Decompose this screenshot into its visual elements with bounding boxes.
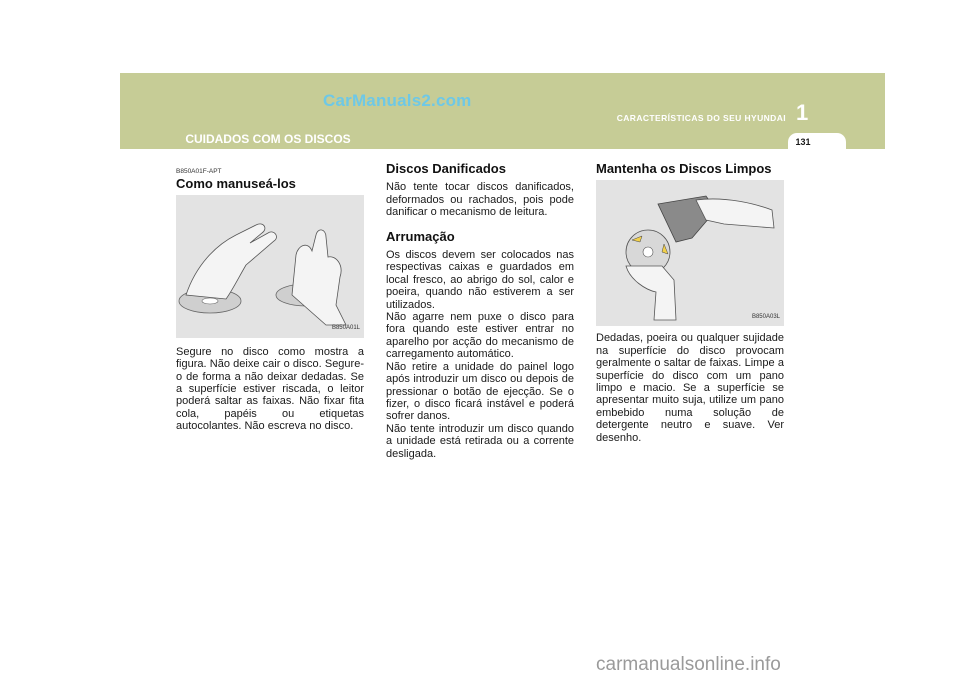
body-clean-discs: Dedadas, poeira ou qualquer sujidade na superfície do disco provocam geralmente o saltar de faixas. Limpe a superfície do disco com um pano limpo e macio. Se a superfície se apresentar muito suja, utilize um pano embebido numa solução de detergente neutro e suave. Ver desenho.: [596, 332, 784, 444]
chapter-title: CARACTERÍSTICAS DO SEU HYUNDAI: [616, 113, 786, 123]
column-clean-discs: [596, 163, 784, 444]
chapter-number: 1: [796, 100, 809, 125]
heading-handling: Como manuseá-los: [176, 176, 296, 192]
column-handling: [176, 166, 364, 433]
body-handling: Segure no disco como mostra a figura. Não deixe cair o disco. Segure-o de forma a não deixar dedadas. Se a superfície estiver riscada, o leitor poderá saltar as faixas. Não fixar fita cola, papéis ou etiquetas autocolantes. Não escreva no disco.: [176, 345, 364, 433]
watermark-top[interactable]: CarManuals2.com: [323, 91, 472, 110]
figure-disc-handling: [176, 195, 364, 338]
watermark-bottom[interactable]: carmanualsonline.info: [596, 654, 781, 675]
figure-label: B850A01L: [331, 325, 360, 332]
hands-holding-disc-illustration: [176, 195, 364, 338]
heading-clean-discs: Mantenha os Discos Limpos: [596, 161, 772, 176]
column-damaged-storage: [386, 163, 574, 460]
storage-paragraph-4: Não tente introduzir um disco quando a unidade está retirada ou a corrente desligada.: [386, 422, 574, 460]
page-number: 131: [795, 137, 811, 147]
section-title: CUIDADOS COM OS DISCOS: [173, 129, 363, 149]
heading-damaged-discs: Discos Danificados: [386, 161, 506, 176]
storage-paragraph-2: Não agarre nem puxe o disco para fora quando este estiver entrar no aparelho por acção do mecanismo de carregamento automático.: [386, 311, 574, 361]
storage-paragraph-3: Não retire a unidade do painel logo após introduzir um disco ou depois de pressionar o botão de ejecção. Se o fizer, o disco ficará instável e poderá sofrer danos.: [386, 360, 574, 423]
storage-paragraph-1: Os discos devem ser colocados nas respectivas caixas e guardados em local fresco, ao abrigo do sol, calor e poeira, quando não estiverem a ser utilizados.: [386, 249, 574, 311]
disc-cleaning-illustration: [596, 180, 784, 326]
section-code: B850A01F-APT: [176, 168, 222, 175]
figure-disc-cleaning: [596, 180, 784, 326]
heading-storage: Arrumação: [386, 228, 455, 244]
body-damaged-discs: Não tente tocar discos danificados, deformados ou rachados, pois pode danificar o mecanismo de leitura.: [386, 181, 574, 219]
figure-label: B850A03L: [751, 314, 780, 320]
